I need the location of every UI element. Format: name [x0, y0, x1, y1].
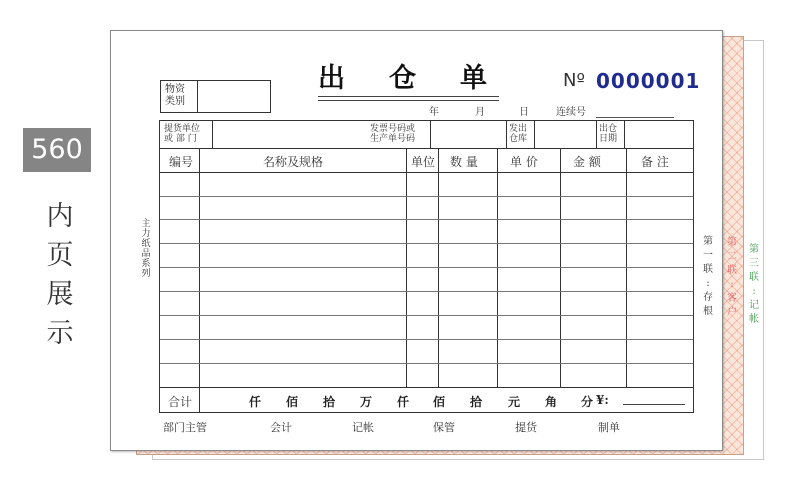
serial-label: 连续号: [556, 107, 586, 118]
page-count-badge: 560: [23, 128, 91, 172]
table-row-line: [160, 315, 693, 316]
sum-label: 合计: [168, 395, 193, 409]
footer-pickup: 提货: [515, 421, 537, 434]
side-caption: [40, 197, 80, 353]
sum-unit: 拾: [470, 395, 483, 409]
sum-unit: 佰: [286, 395, 299, 409]
total-amount-line: [623, 404, 685, 405]
col-header-code: 编号: [169, 155, 194, 169]
serial-number: 0000001: [596, 69, 701, 93]
material-category-box: [160, 80, 271, 113]
sum-unit: 万: [360, 395, 373, 409]
col-header-remark: 备 注: [641, 155, 669, 169]
date-year-label: 年: [429, 107, 439, 118]
copy-label-accounting: 第 三 联 : 记 帐: [749, 244, 759, 325]
material-category-label: 物资 类别: [165, 84, 185, 107]
copy-label-stub: 第 一 联 : 存 根: [703, 236, 713, 317]
col-header-amount: 金 额: [573, 155, 601, 169]
table-row-line: [160, 363, 693, 364]
side-caption-char: 内: [46, 201, 74, 232]
side-caption-char: 示: [46, 318, 74, 349]
date-month-label: 月: [475, 107, 485, 118]
footer-custodian: 保管: [433, 421, 455, 434]
side-caption-char: 展: [46, 279, 74, 310]
col-header-unit: 单位: [411, 155, 436, 169]
warehouse-label: 发出 仓库: [509, 124, 528, 144]
date-day-label: 日: [519, 107, 529, 118]
footer-bookkeeper: 记帐: [352, 421, 374, 434]
form-title: 出仓单: [318, 63, 531, 94]
vertical-brand-text: 主 力 纸 品 系 列: [141, 219, 151, 279]
invoice-label: 发票号码或 生产单号码: [370, 124, 416, 144]
col-header-price: 单 价: [510, 155, 538, 169]
table-row-line: [160, 291, 693, 292]
form-grid: [159, 120, 694, 413]
table-row-line: [160, 339, 693, 340]
serial-field-line: [596, 117, 674, 118]
table-row-line: [160, 196, 693, 197]
table-row-line: [160, 267, 693, 268]
dept-label: 提货单位 或 部 门: [164, 124, 201, 144]
sum-unit: 佰: [433, 395, 446, 409]
footer-preparer: 制单: [598, 421, 620, 434]
sum-unit: 分: [581, 395, 594, 409]
table-row-line: [160, 219, 693, 220]
side-caption-char: 页: [46, 240, 74, 271]
footer-dept-head: 部门主管: [163, 421, 207, 434]
copy-label-customer: 第 二 联 : 客 户: [727, 237, 737, 318]
sum-unit: 角: [545, 395, 558, 409]
sum-unit: 元: [508, 395, 521, 409]
footer-accountant: 会计: [270, 421, 292, 434]
sum-unit: 仟: [249, 395, 262, 409]
title-underline: [318, 96, 499, 101]
table-row-line: [160, 243, 693, 244]
col-header-name: 名称及规格: [263, 155, 324, 169]
out-date-label: 出仓 日期: [599, 124, 618, 144]
sum-unit: 仟: [397, 395, 410, 409]
col-header-qty: 数 量: [450, 155, 478, 169]
yen-symbol: ¥:: [596, 393, 609, 407]
sum-unit: 拾: [323, 395, 336, 409]
number-label: Nº: [563, 70, 585, 91]
